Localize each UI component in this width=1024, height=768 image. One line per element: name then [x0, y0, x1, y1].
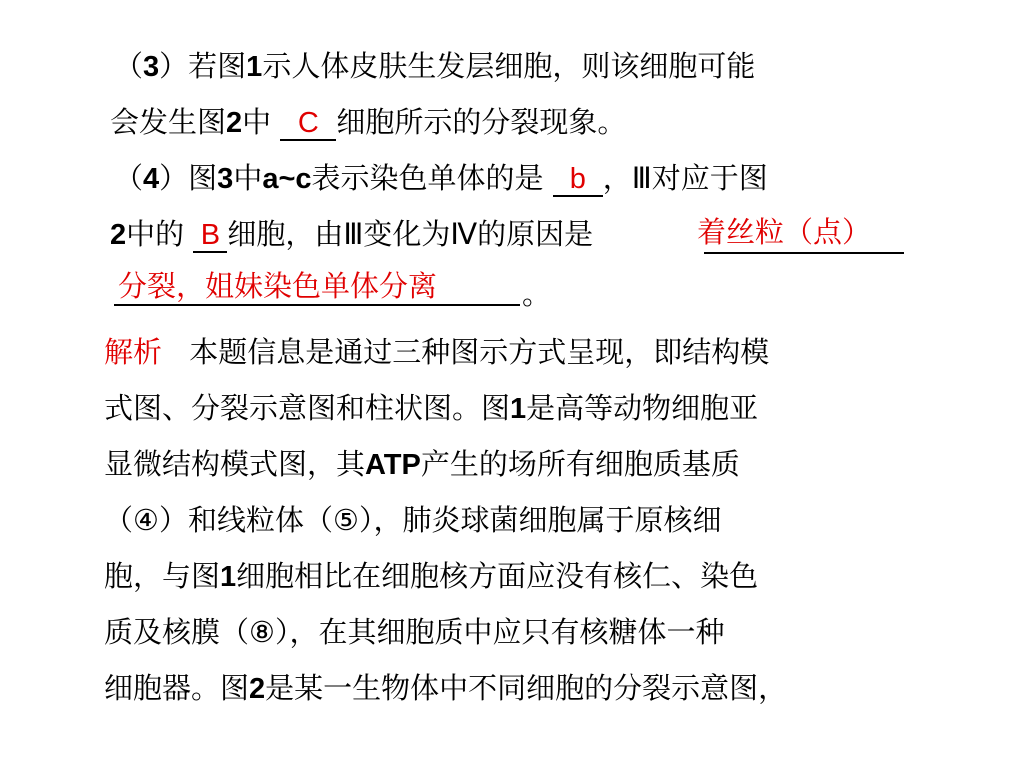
question-number: 3	[143, 51, 160, 83]
analysis-line-7	[104, 668, 787, 709]
text: 是高等动物细胞亚	[526, 391, 759, 425]
text: 示人体皮肤生发层细胞，则该细胞可能	[262, 49, 756, 83]
text: 显微结构模式图，其	[104, 447, 366, 481]
analysis-line-3	[104, 444, 740, 485]
text: 式图、分裂示意图和柱状图。图	[104, 391, 511, 425]
text: 中	[242, 105, 272, 139]
period: 。	[522, 277, 552, 311]
figure-number: 3	[217, 163, 234, 195]
text: 胞，与图	[104, 559, 221, 593]
figure-number: 2	[249, 673, 266, 705]
figure-number: 1	[510, 393, 527, 425]
answer-reason-line-2: 分裂，姐妹染色单体分离	[118, 269, 438, 303]
figure-number: 1	[246, 51, 263, 83]
analysis-line-2	[104, 388, 758, 429]
atp-text: ATP	[365, 449, 421, 481]
analysis-label: 解析	[104, 335, 163, 369]
question-number: 4	[143, 163, 160, 195]
text: 产生的场所有细胞质基质	[420, 447, 740, 481]
text: 中的	[126, 217, 185, 251]
range-text: a~c	[262, 163, 312, 195]
answer-blank-c	[280, 107, 336, 141]
text: 细胞所示的分裂现象。	[336, 105, 627, 139]
analysis-line-5	[104, 556, 758, 597]
answer-text: C	[297, 107, 319, 139]
text: 中	[233, 161, 263, 195]
answer-reason-line-1: 着丝粒（点）	[697, 215, 872, 249]
text: 细胞相比在细胞核方面应没有核仁、染色	[236, 559, 759, 593]
text: 会发生图	[110, 105, 227, 139]
figure-number: 2	[226, 107, 243, 139]
answer-underline-2	[114, 304, 520, 306]
answer-text: B	[200, 219, 221, 251]
answer-blank-b	[553, 163, 603, 197]
text: 本题信息是通过三种图示方式呈现，即结构模	[189, 335, 770, 369]
text: 细胞，由Ⅲ变化为Ⅳ的原因是	[227, 217, 594, 251]
text: 表示染色单体的是	[311, 161, 544, 195]
text: 是某一生物体中不同细胞的分裂示意图，	[265, 671, 788, 705]
text: ）图	[159, 161, 218, 195]
text: （	[114, 49, 144, 83]
analysis-line-6	[104, 612, 725, 652]
figure-number: 1	[220, 561, 237, 593]
text: （④）和线粒体（⑤），肺炎球菌细胞属于原核细	[104, 503, 722, 537]
text: 质及核膜（⑧），在其细胞质中应只有核糖体一种	[104, 615, 725, 649]
q4-line-1	[114, 158, 768, 199]
q3-line-2	[110, 102, 626, 143]
text: ，Ⅲ对应于图	[602, 161, 768, 195]
answer-underline-1	[704, 252, 904, 254]
text: （	[114, 161, 144, 195]
q3-line-1	[114, 46, 755, 87]
answer-blank-b2	[193, 219, 227, 253]
analysis-line-4	[104, 500, 722, 540]
answer-text: b	[569, 163, 586, 195]
analysis-line-1	[104, 332, 769, 372]
text: 细胞器。图	[104, 671, 250, 705]
text: ）若图	[159, 49, 247, 83]
q4-line-2	[110, 214, 593, 255]
figure-number: 2	[110, 219, 127, 251]
